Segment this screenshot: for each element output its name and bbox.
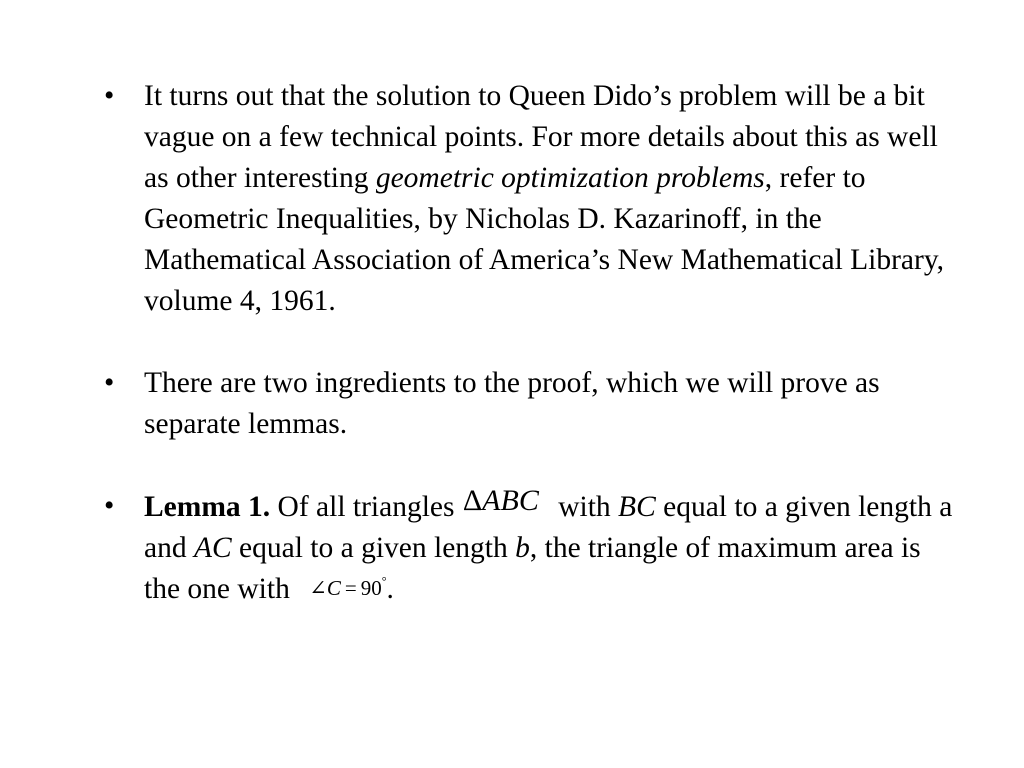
bullet1-text-before: It turns out that the solution to Queen Dido’s problem will be a bit vague on a few technical points. For more details about this as well as other interesting: [144, 80, 938, 194]
bullet-item-lemma-1: [100, 486, 960, 615]
lemma-text-3: equal to a given length a and: [144, 491, 953, 564]
lemma-text-1: Of all triangles: [270, 491, 462, 523]
bullet-marker: •: [104, 490, 115, 522]
triangle-delta-symbol: Δ: [462, 484, 483, 517]
triangle-name: ABC: [482, 484, 539, 517]
bullet1-text-after: , refer to Geometric Inequalities, by Nicholas D. Kazarinoff, in the Mathematical Association of America’s New Mathematical Library, volume 4, 1961.: [144, 162, 945, 317]
var-bc: BC: [618, 491, 656, 523]
lemma-text-5: , the triangle of maximum area is the one with: [144, 532, 921, 605]
lemma-text-6: .: [386, 573, 394, 605]
angle-value: 90: [360, 576, 382, 600]
angle-var-c: C: [326, 576, 341, 600]
angle-equals: =: [344, 576, 357, 600]
bullet-marker: •: [104, 367, 115, 399]
angle-c-math: [309, 576, 386, 600]
lemma-text-2: with: [550, 491, 619, 523]
bullet-marker: •: [104, 80, 115, 112]
lemma-text-4: equal to a given length: [231, 532, 516, 564]
bullet-list: [100, 76, 960, 656]
bullet1-emphasis: geometric optimization problems: [375, 162, 765, 194]
var-ac: AC: [193, 532, 232, 564]
var-b: b: [515, 532, 530, 564]
lemma-heading: Lemma 1.: [144, 491, 271, 523]
degree-symbol: °: [381, 574, 387, 588]
bullet2-text: There are two ingredients to the proof, which we will prove as separate lemmas.: [144, 367, 880, 440]
angle-symbol: ∠: [309, 576, 327, 600]
triangle-abc-math: [463, 484, 539, 517]
bullet-item-ingredients: [100, 363, 960, 445]
bullet-item-dido-problem: [100, 76, 960, 322]
